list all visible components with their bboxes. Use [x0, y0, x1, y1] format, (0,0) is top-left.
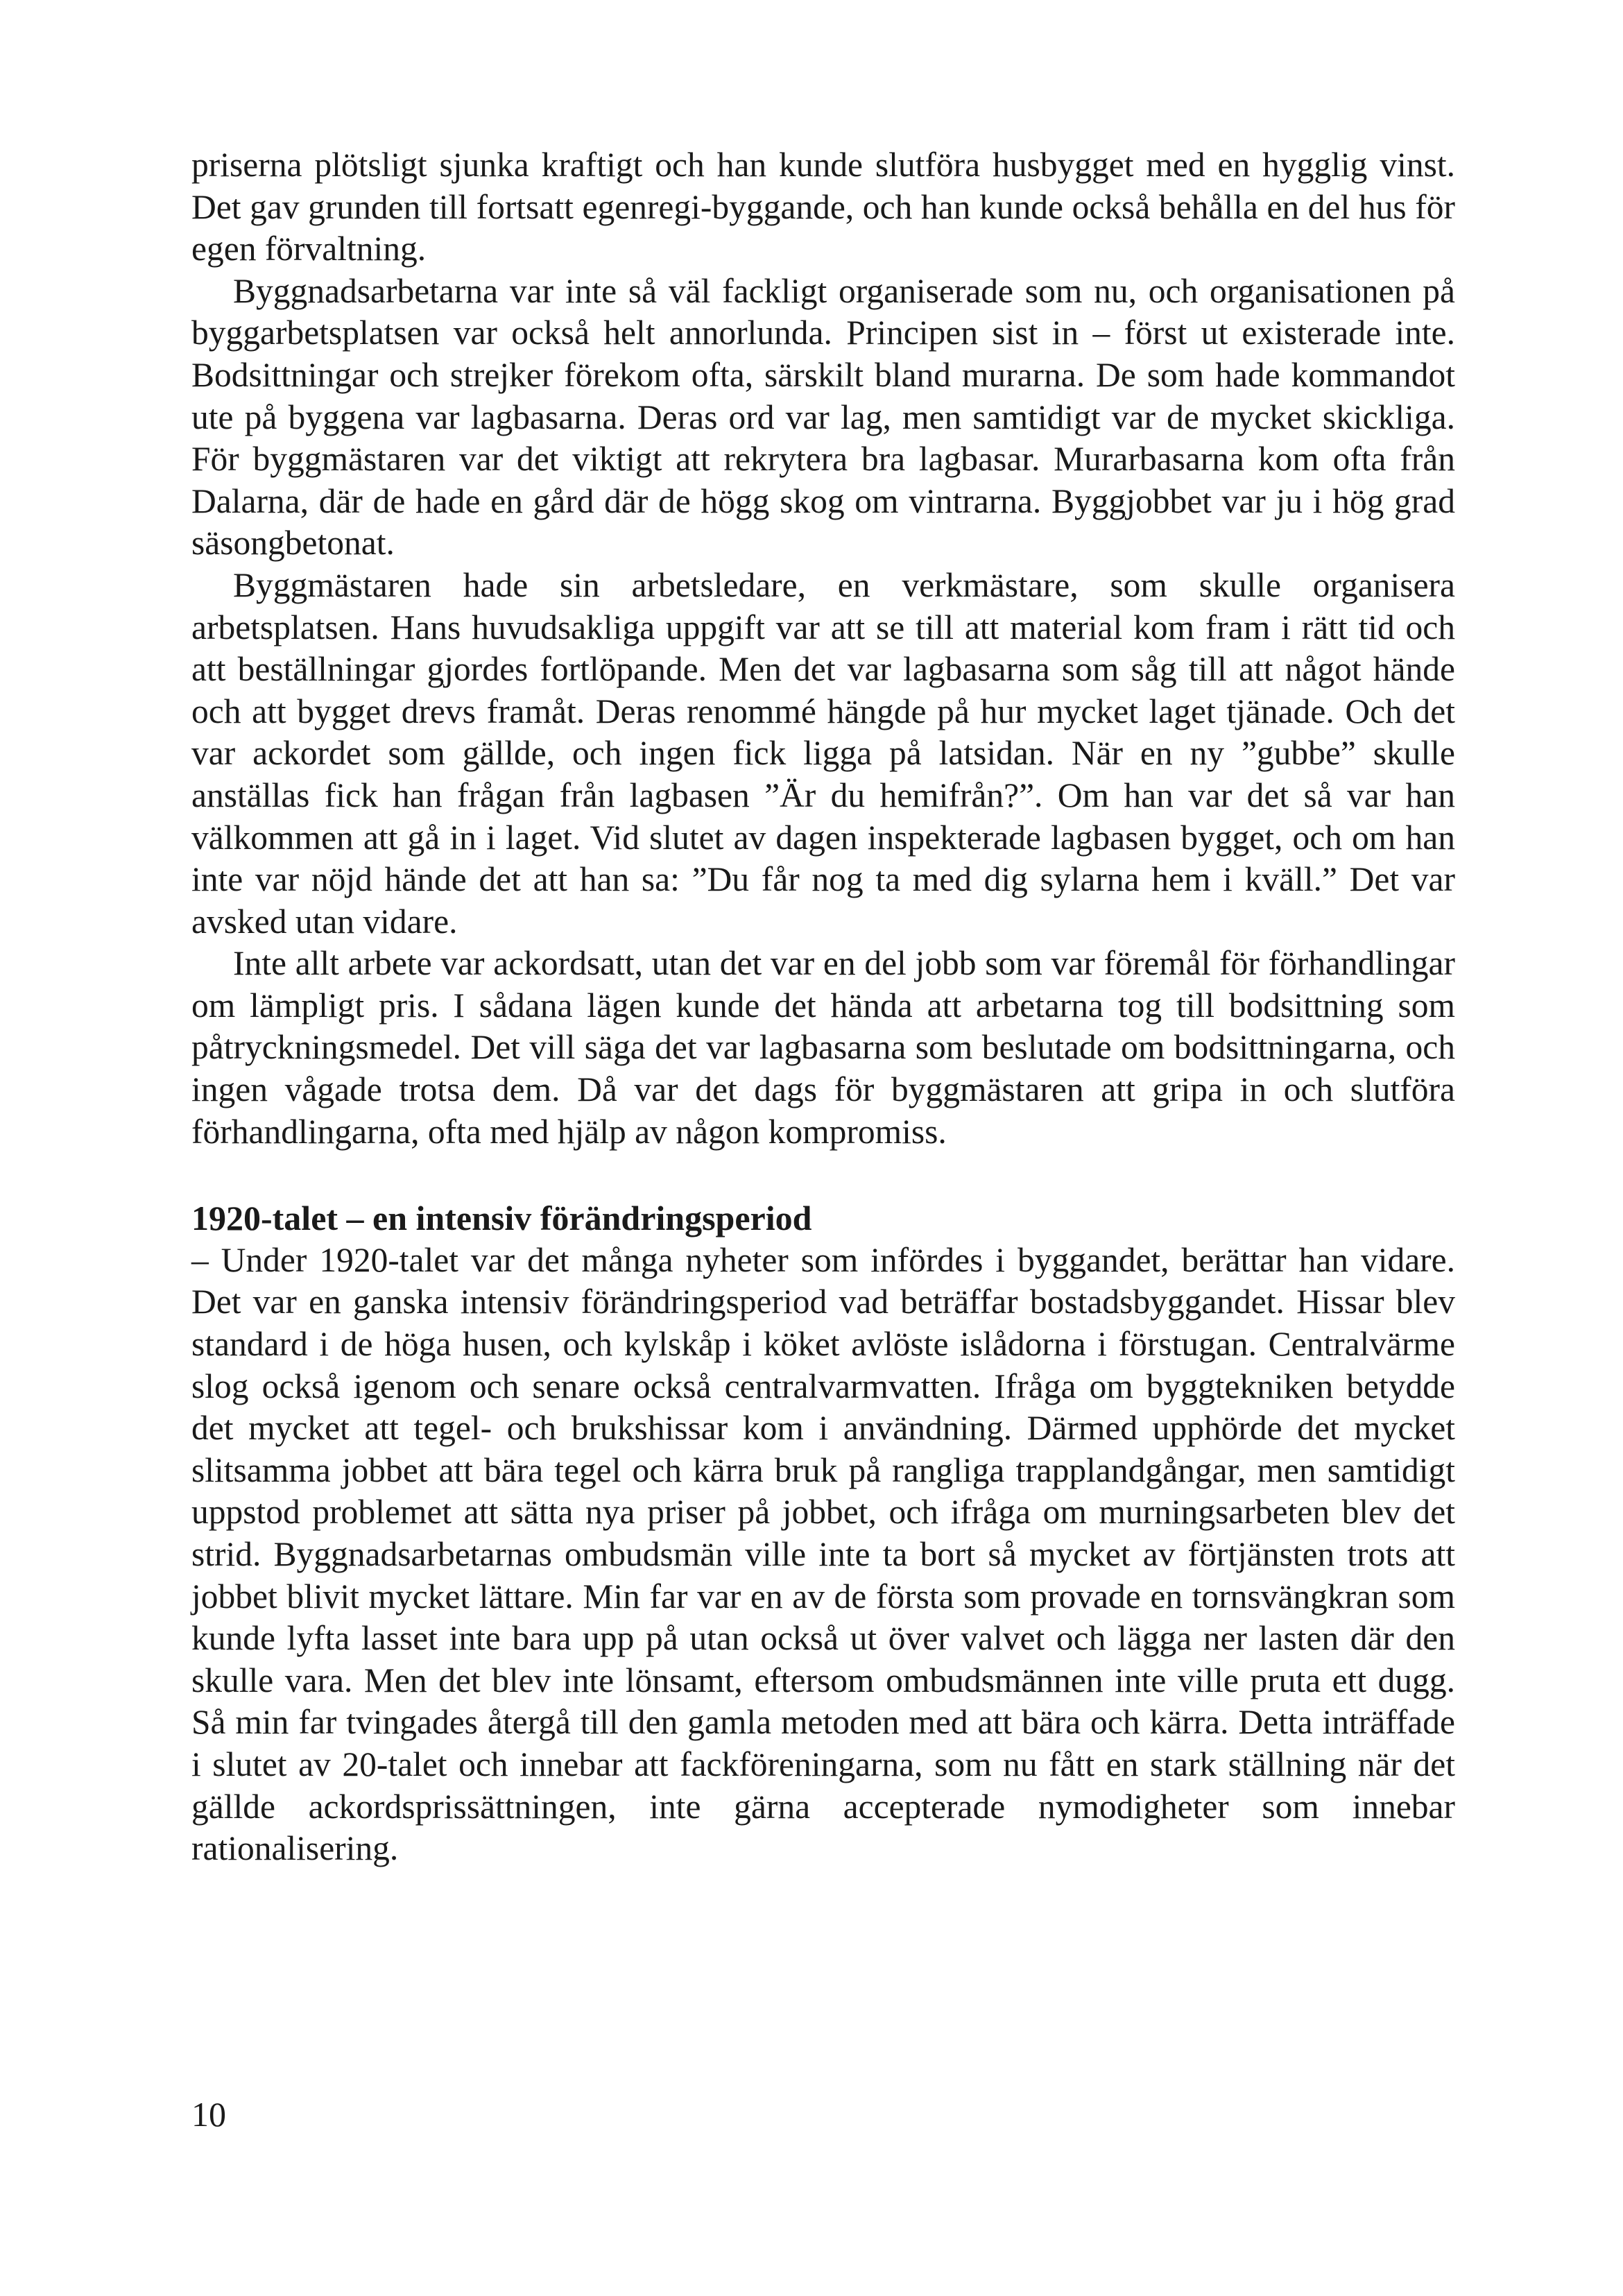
page-number: 10: [191, 2095, 226, 2134]
paragraph-1: priserna plötsligt sjunka kraftigt och han kunde slutföra husbygget med en hygglig vinst. Det gav grunden till fortsatt egenregi-byggande, och han kunde också behålla en del hus för egen förvaltning.: [191, 146, 1455, 268]
section-heading: 1920-talet – en intensiv förändringsperiod: [191, 1199, 812, 1238]
paragraph-4: Inte allt arbete var ackordsatt, utan det var en del jobb som var föremål för förhandlingar om lämpligt pris. I sådana lägen kunde det hända att arbetarna tog till bodsittning som påtryckningsmedel. Det vill säga det var lagbasarna som beslutade om bodsittningarna, och ingen vågade trotsa dem. Då var det dags för byggmästaren att gripa in och slutföra förhandlingarna, ofta med hjälp av någon kompromiss.: [191, 944, 1455, 1151]
paragraph-5: – Under 1920-talet var det många nyheter som infördes i byggandet, berättar han vidare. Det var en ganska intensiv förändringsperiod vad beträffar bostadsbyggandet. Hissar blev standard i de höga husen, och kylskåp i köket avlöste islådorna i förstugan. Centralvärme slog också igenom och senare också centralvarmvatten. Ifråga om byggtekniken betydde det mycket att tegel- och brukshissar kom i användning. Därmed upphörde det mycket slitsamma jobbet att bära tegel och kärra bruk på rangliga trapplandgångar, men samtidigt uppstod problemet att sätta nya priser på jobbet, och ifråga om murningsarbeten blev det strid. Byggnadsarbetarnas ombudsmän ville inte ta bort så mycket av förtjänsten trots att jobbet blivit mycket lättare. Min far var en av de första som provade en tornsvängkran som kunde lyfta lasset inte bara upp på utan också ut över valvet och lägga ner lasten där den skulle vara. Men det blev inte lönsamt, eftersom ombudsmännen inte ville pruta ett dugg. Så min far tvingades återgå till den gamla metoden med att bära och kärra. Detta inträffade i slutet av 20-talet och innebar att fackföreningarna, som nu fått en stark ställning när det gällde ackordsprissättningen, inte gärna accepterade nymodigheter som innebar rationalisering.: [191, 1240, 1455, 1868]
page-body: [191, 144, 1455, 1870]
paragraph-2: Byggnadsarbetarna var inte så väl fackligt organiserade som nu, och organisationen på byggarbetsplatsen var också helt annorlunda. Principen sist in – först ut existerade inte. Bodsittningar och strejker förekom ofta, särskilt bland murarna. De som hade kommandot ute på byggena var lagbasarna. Deras ord var lag, men samtidigt var de mycket skickliga. För byggmästaren var det viktigt att rekrytera bra lagbasar. Murarbasarna kom ofta från Dalarna, där de hade en gård där de högg skog om vintrarna. Byggjobbet var ju i hög grad säsongbetonat.: [191, 271, 1455, 563]
paragraph-3: Byggmästaren hade sin arbetsledare, en verkmästare, som skulle organisera arbetsplatsen. Hans huvudsakliga uppgift var att se till att material kom fram i rätt tid och att beställningar gjordes fortlöpande. Men det var lagbasarna som såg till att något hände och att bygget drevs framåt. Deras renommé hängde på hur mycket laget tjänade. Och det var ackordet som gällde, och ingen fick ligga på latsidan. När en ny ”gubbe” skulle anställas fick han frågan från lagbasen ”Är du hemifrån?”. Om han var det så var han välkommen att gå in i laget. Vid slutet av dagen inspekterade lagbasen bygget, och om han inte var nöjd hände det att han sa: ”Du får nog ta med dig sylarna hem i kväll.” Det var avsked utan vidare.: [191, 565, 1455, 941]
